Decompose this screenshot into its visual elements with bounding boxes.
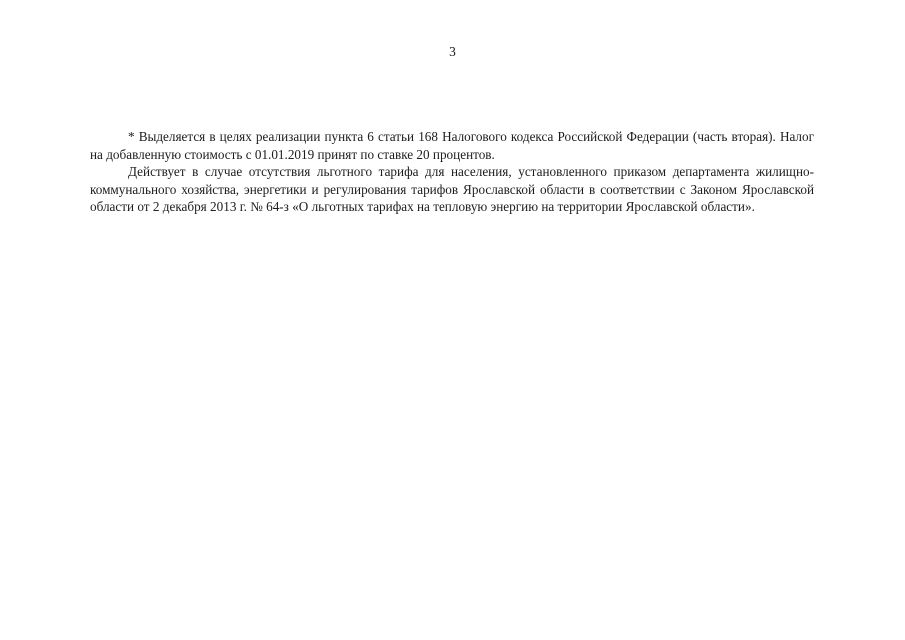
footnote-preferential-tariff [90,163,814,216]
footnote-tariff-line-2: коммунального хозяйства, энергетики и регулирования тарифов Ярославской области в соответствии с Законом [90,181,738,197]
footnote-tariff-line-4: Ярославской области». [625,199,755,214]
footnote-tariff-line-3: Ярославской области от 2 декабря 2013 г. № 64-з «О льготных тарифах на тепловую энергию на территории [90,181,815,214]
footnote-vat-line-1: * Выделяется в целях реализации пункта 6 статьи 168 Налогового кодекса Российской Федерации (часть вторая). [128,129,776,144]
footnotes-block [90,128,814,216]
footnote-vat [90,128,814,163]
page-number: 3 [449,44,456,59]
footnote-vat-line-2: Налог на добавленную стоимость с 01.01.2019 принят по ставке 20 процентов. [90,129,815,162]
footnote-tariff-line-1: Действует в случае отсутствия льготного тарифа для населения, установленного приказом департамента жилищно- [128,164,814,179]
